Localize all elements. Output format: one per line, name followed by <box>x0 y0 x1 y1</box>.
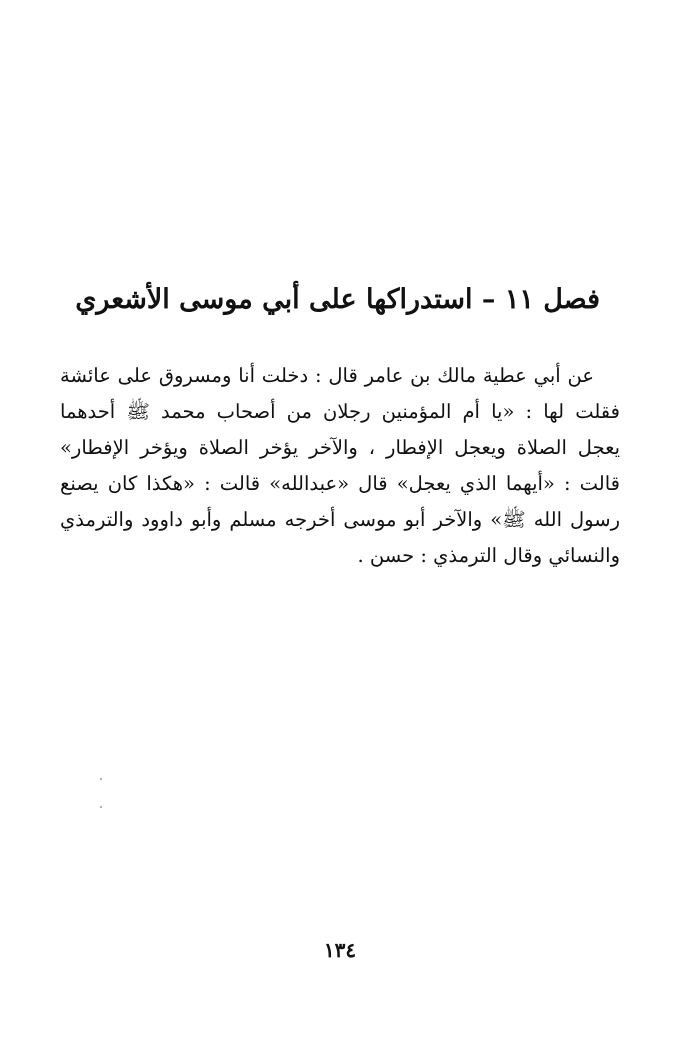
scan-speck <box>100 806 102 808</box>
scan-speck <box>100 778 102 780</box>
paragraph-line: رسول الله ﷺ» والآخر أبو موسى أخرجه مسلم وأبو داوود والترمذي <box>60 508 620 531</box>
paragraph-line: يعجل الصلاة ويعجل الإفطار ، والآخر يؤخر الصلاة ويؤخر الإفطار» <box>60 436 620 459</box>
paragraph-line: عن أبي عطية مالك بن عامر قال : دخلت أنا ومسروق على عائشة <box>60 364 594 387</box>
paragraph-line: والنسائي وقال الترمذي : حسن . <box>357 544 620 567</box>
paragraph-line: قالت : «أيهما الذي يعجل» قال «عبدالله» قالت : «هكذا كان يصنع <box>60 472 620 495</box>
chapter-title: فصل ١١ – استدراكها على أبي موسى الأشعري <box>75 284 600 315</box>
paragraph <box>60 358 620 574</box>
page-number: ١٣٤ <box>323 938 357 962</box>
paragraph-line: فقلت لها : «يا أم المؤمنين رجلان من أصحاب محمد ﷺ أحدهما <box>60 400 620 423</box>
